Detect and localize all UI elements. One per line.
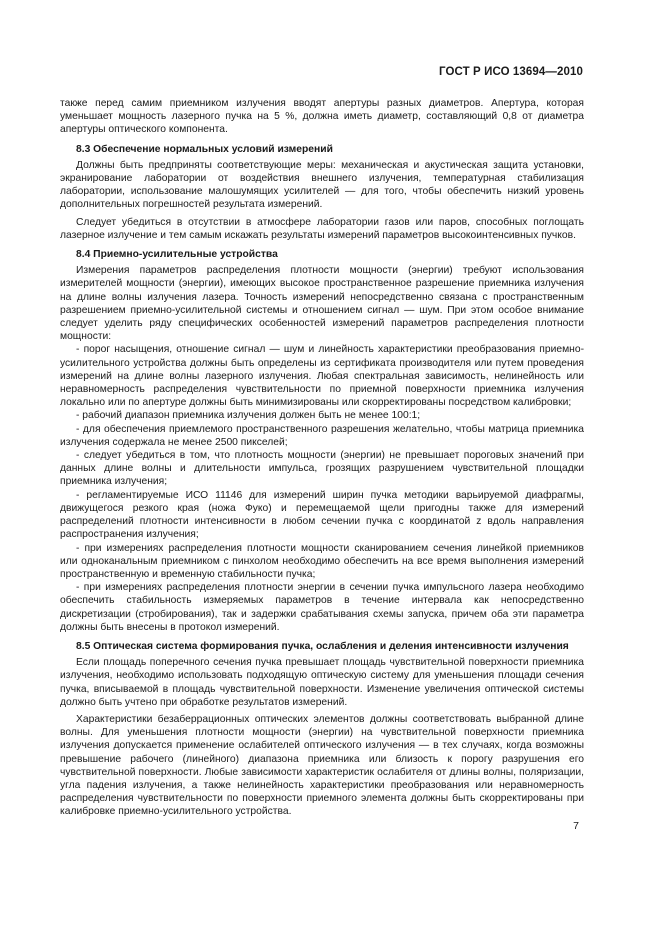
section-8-4-list-item: - для обеспечения приемлемого пространственного разрешения желательно, чтобы матрица приемника излучения содержала не менее 2500 пикселей;: [60, 423, 584, 448]
section-8-4-list-item: - регламентируемые ИСО 11146 для измерений ширин пучка методики варьируемой диафрагмы, движущегося резкого края (ножа Фуко) и перемещаемой щели пригодны также для измерений распределений плотности интенсивности в любом сечении пучка с координатой z вдоль направления распространения излучения;: [60, 489, 584, 541]
section-8-4-list-item: - при измерениях распределения плотности энергии в сечении пучка импульсного лазера необходимо обеспечить стабильность измеряемых параметров в течение интервала как непосредственно дискретизации (стробирования), так и задержки срабатывания схемы запуска, причем оба эти параметра должны быть внесены в протокол измерений.: [60, 582, 584, 633]
section-8-4-list-item: - при измерениях распределения плотности мощности сканированием сечения линейкой приемников или одноканальным приемником с пинхолом необходимо обеспечить на все время выполнения измерений пространственную и временную стабильности пучка;: [60, 542, 584, 580]
section-8-5-title: 8.5 Оптическая система формирования пучка, ослабления и деления интенсивности излучения: [76, 640, 569, 652]
section-8-5-paragraph: Если площадь поперечного сечения пучка превышает площадь чувствительной поверхности приемника излучения, необходимо использовать подходящую оптическую систему для уменьшения площади сечения пучка, вписываемой в площадь чувствительной поверхности. Изменение увеличения оптической системы должно быть учтено при обработке результатов измерений.: [60, 657, 584, 708]
section-8-4-list-item: - рабочий диапазон приемника излучения должен быть не менее 100:1;: [76, 410, 421, 422]
section-8-4-list-item: - следует убедиться в том, что плотность мощности (энергии) не превышает пороговых значений при данных длине волны и длительности импульса, грозящих разрушением чувствительной площадки приемника излучения;: [60, 450, 584, 488]
page-content: [60, 97, 584, 819]
intro-paragraph: также перед самим приемником излучения вводят апертуры разных диаметров. Апертура, которая уменьшает мощность лазерного пучка на 5 %, должна иметь диаметр, составляющий 0,8 от диаметра апертуры оптического компонента.: [60, 98, 584, 136]
section-8-4-list-item: - порог насыщения, отношение сигнал — шум и линейность характеристики преобразования приемно-усилительного устройства должны быть определены из сертификата производителя или путем проведения измерений на длине волны лазерного излучения. Любая спектральная зависимость, нелинейность или неравномерность распределения чувствительности по приемной поверхности приемника излучения локально или по апертуре должны быть минимизированы или скорректированы посредством калибровки;: [60, 344, 584, 409]
section-8-3-title: 8.3 Обеспечение нормальных условий измерений: [76, 143, 333, 155]
page-number: 7: [573, 820, 579, 832]
section-8-4-title: 8.4 Приемно-усилительные устройства: [76, 249, 278, 261]
standard-header: ГОСТ Р ИСО 13694—2010: [438, 66, 583, 78]
section-8-5-paragraph: Характеристики безаберрационных оптических элементов должны соответствовать выбранной длине волны. Для уменьшения плотности мощности (энергии) на чувствительной поверхности приемника излучения допускается применение ослабителей оптического излучения — в тех случаях, когда возможны превышение рабочего (линейного) диапазона приемника или близость к порогу разрушения его чувствительной поверхности. Любые зависимости характеристик ослабителя от длины волны, поляризации, угла падения излучения, а также нелинейность характеристики преобразования или неравномерность распределения чувствительности по поверхности приемного элемента должны быть скорректированы при калибровке приемно-усилительного устройства.: [60, 713, 584, 818]
section-8-3-paragraph: Следует убедиться в отсутствии в атмосфере лаборатории газов или паров, способных поглощать лазерное излучение и тем самым искажать результаты измерений параметров высокоинтенсивных пучков.: [60, 216, 584, 241]
section-8-4-paragraph: Измерения параметров распределения плотности мощности (энергии) требуют использования измерителей мощности (энергии), имеющих высокое пространственное разрешение приемника излучения на длине волны излучения лазера. Точность измерений непосредственно связана с пространственным разрешением приемно-усилительной системы и отношением сигнал — шум. При этом особое внимание следует уделить ряду специфических особенностей измерений параметров распределения плотности мощности:: [60, 265, 584, 343]
section-8-3-paragraph: Должны быть предприняты соответствующие меры: механическая и акустическая защита установки, экранирование лаборатории от воздействия внешнего излучения, температурная стабилизация лаборатории, использование малошумящих усилителей — для того, чтобы обеспечить низкий уровень дополнительных погрешностей результата измерений.: [60, 159, 584, 211]
